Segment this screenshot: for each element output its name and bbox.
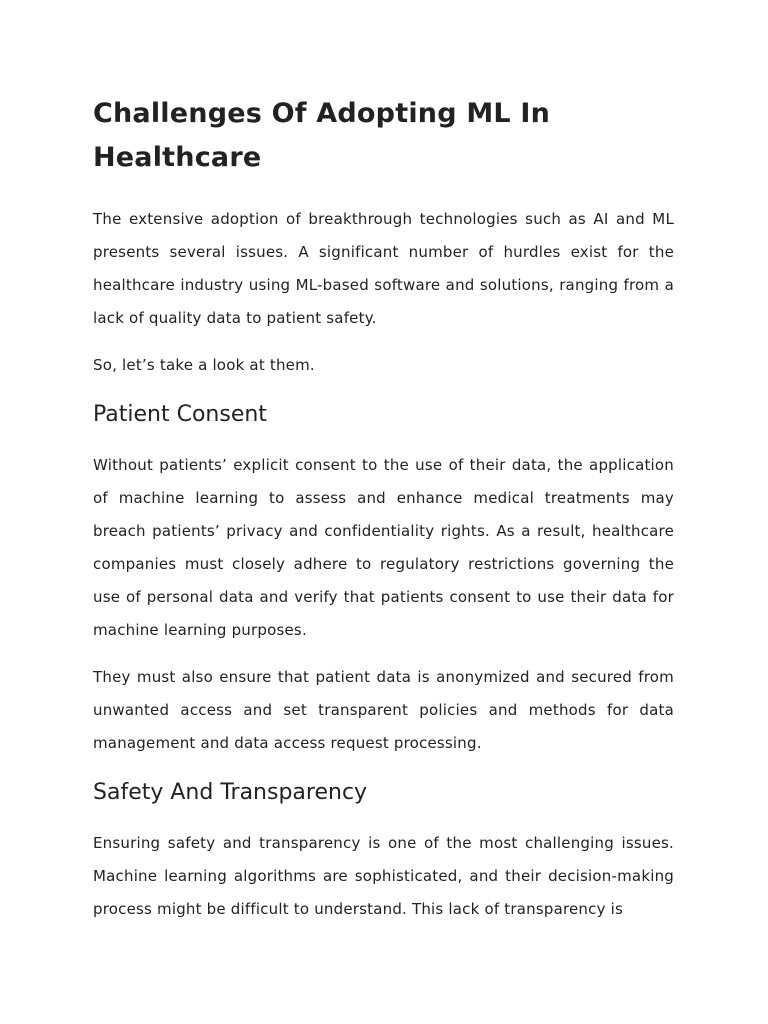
intro-paragraph: So, let’s take a look at them. xyxy=(93,356,315,374)
intro-paragraph: The extensive adoption of breakthrough technologies such as AI and ML presents several issues. A significant number of hurdles exist for the healthcare industry using ML-based software and solutions, ranging from a lack of quality data to patient safety. xyxy=(93,210,674,327)
section-heading-patient-consent: Patient Consent xyxy=(93,402,267,427)
document-page xyxy=(93,92,674,926)
section-paragraph: Ensuring safety and transparency is one of the most challenging issues. Machine learning algorithms are sophisticated, and their decision-making process might be difficult to understand. This lack of transparency is xyxy=(93,834,674,918)
section-heading-safety-transparency: Safety And Transparency xyxy=(93,780,368,805)
page-title: Challenges Of Adopting ML In Healthcare xyxy=(93,98,551,173)
section-paragraph: Without patients’ explicit consent to the use of their data, the application of machine learning to assess and enhance medical treatments may breach patients’ privacy and confidentiality rights. As a result, healthcare companies must closely adhere to regulatory restrictions governing the use of personal data and verify that patients consent to use their data for machine learning purposes. xyxy=(93,456,674,639)
section-paragraph: They must also ensure that patient data is anonymized and secured from unwanted access and set transparent policies and methods for data management and data access request processing. xyxy=(93,668,674,752)
